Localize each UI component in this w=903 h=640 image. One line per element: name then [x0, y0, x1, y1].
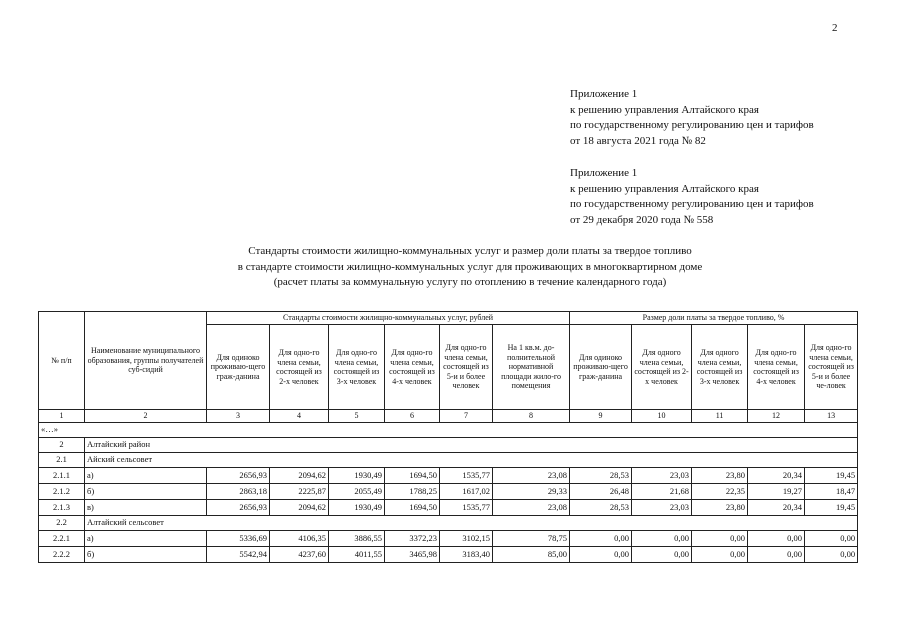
header-standards-col: Для одно-го члена семьи, состоящей из 5-и и более человек [440, 325, 493, 410]
value-cell: 23,08 [493, 468, 570, 484]
header-standards-col: Для одно-го члена семьи, состоящей из 3-х человек [329, 325, 385, 410]
header-share-col: Для одно-го члена семьи, состоящей из 5-и и более че-ловек [805, 325, 858, 410]
appendix-current-line: Приложение 1 [570, 88, 638, 100]
value-cell: 1535,77 [440, 468, 493, 484]
header-group-share: Размер доли платы за твердое топливо, % [570, 312, 858, 325]
appendix-previous [570, 166, 814, 228]
value-cell: 3183,40 [440, 547, 493, 563]
value-cell: 23,03 [632, 500, 692, 516]
title-line: Стандарты стоимости жилищно-коммунальных услуг и размер доли платы за твердое топливо [248, 245, 692, 257]
value-cell: 1535,77 [440, 500, 493, 516]
value-cell: 5336,69 [207, 531, 270, 547]
value-cell: 2094,62 [270, 500, 329, 516]
header-standards-col: Для одно-го члена семьи, состоящей из 2-х человек [270, 325, 329, 410]
value-cell: 26,48 [570, 484, 632, 500]
table-row [39, 468, 858, 484]
recipient-group: б) [85, 547, 207, 563]
council-num: 2.2 [39, 516, 85, 531]
row-num: 2.2.1 [39, 531, 85, 547]
table-row [39, 547, 858, 563]
value-cell: 28,53 [570, 468, 632, 484]
header-num: № п/п [39, 312, 85, 410]
column-number: 7 [440, 410, 493, 423]
appendix-previous-line: к решению управления Алтайского края [570, 182, 759, 195]
ellipsis-row: «…» [39, 423, 858, 438]
value-cell: 23,03 [632, 468, 692, 484]
column-number: 10 [632, 410, 692, 423]
value-cell: 4237,60 [270, 547, 329, 563]
appendix-current-line: по государственному регулированию цен и тарифов [570, 119, 814, 131]
value-cell: 2094,62 [270, 468, 329, 484]
value-cell: 20,34 [748, 500, 805, 516]
value-cell: 0,00 [632, 547, 692, 563]
value-cell: 0,00 [805, 531, 858, 547]
value-cell: 0,00 [748, 547, 805, 563]
appendix-current-line: к решению управления Алтайского края [570, 103, 759, 116]
table-row [39, 531, 858, 547]
appendix-previous-line: Приложение 1 [570, 167, 638, 179]
value-cell: 85,00 [493, 547, 570, 563]
value-cell: 0,00 [805, 547, 858, 563]
appendix-previous-line: по государственному регулированию цен и тарифов [570, 198, 814, 210]
recipient-group: а) [85, 468, 207, 484]
header-group-standards: Стандарты стоимости жилищно-коммунальных услуг, рублей [207, 312, 570, 325]
recipient-group: а) [85, 531, 207, 547]
table-row [39, 500, 858, 516]
column-number: 4 [270, 410, 329, 423]
value-cell: 1788,25 [385, 484, 440, 500]
header-share-col: Для одного члена семьи, состоящей из 3-х человек [692, 325, 748, 410]
value-cell: 4106,35 [270, 531, 329, 547]
column-number: 8 [493, 410, 570, 423]
value-cell: 3372,23 [385, 531, 440, 547]
value-cell: 1930,49 [329, 468, 385, 484]
header-name: Наименование муниципального образования, группы получателей суб-сидий [85, 312, 207, 410]
value-cell: 28,53 [570, 500, 632, 516]
row-num: 2.2.2 [39, 547, 85, 563]
page-number: 2 [832, 22, 838, 34]
appendix-previous-line: от 29 декабря 2020 года № 558 [570, 213, 714, 226]
value-cell: 2225,87 [270, 484, 329, 500]
value-cell: 0,00 [748, 531, 805, 547]
value-cell: 20,34 [748, 468, 805, 484]
row-num: 2.1.1 [39, 468, 85, 484]
header-standards-col: Для одиноко проживаю-щего граж-данина [207, 325, 270, 410]
row-num: 2.1.3 [39, 500, 85, 516]
column-number: 12 [748, 410, 805, 423]
document-title [140, 244, 800, 291]
value-cell: 23,08 [493, 500, 570, 516]
value-cell: 0,00 [570, 531, 632, 547]
region-name: Алтайский район [85, 438, 858, 453]
column-number: 11 [692, 410, 748, 423]
council-name: Айский сельсовет [85, 453, 858, 468]
value-cell: 22,35 [692, 484, 748, 500]
title-line: (расчет платы за коммунальную услугу по отоплению в течение календарного года) [273, 276, 667, 288]
column-number: 13 [805, 410, 858, 423]
council-num: 2.1 [39, 453, 85, 468]
value-cell: 19,45 [805, 468, 858, 484]
header-share-col: Для одного члена семьи, состоящей из 2-х человек [632, 325, 692, 410]
value-cell: 2863,18 [207, 484, 270, 500]
value-cell: 1930,49 [329, 500, 385, 516]
value-cell: 29,33 [493, 484, 570, 500]
value-cell: 19,27 [748, 484, 805, 500]
value-cell: 0,00 [570, 547, 632, 563]
council-row [39, 516, 858, 531]
value-cell: 1617,02 [440, 484, 493, 500]
column-number: 2 [85, 410, 207, 423]
appendix-current-line: от 18 августа 2021 года № 82 [570, 134, 706, 147]
value-cell: 2656,93 [207, 500, 270, 516]
value-cell: 0,00 [632, 531, 692, 547]
column-number: 6 [385, 410, 440, 423]
value-cell: 18,47 [805, 484, 858, 500]
table-row [39, 484, 858, 500]
row-num: 2.1.2 [39, 484, 85, 500]
value-cell: 1694,50 [385, 468, 440, 484]
value-cell: 0,00 [692, 531, 748, 547]
header-standards-col: На 1 кв.м. до-полнительной нормативной площади жило-го помещения [493, 325, 570, 410]
value-cell: 3465,98 [385, 547, 440, 563]
column-number: 3 [207, 410, 270, 423]
title-line: в стандарте стоимости жилищно-коммунальных услуг для проживающих в многоквартирном доме [237, 260, 703, 273]
column-number: 1 [39, 410, 85, 423]
value-cell: 23,80 [692, 500, 748, 516]
value-cell: 0,00 [692, 547, 748, 563]
value-cell: 23,80 [692, 468, 748, 484]
header-standards-col: Для одно-го члена семьи, состоящей из 4-х человек [385, 325, 440, 410]
standards-table [38, 311, 858, 563]
value-cell: 1694,50 [385, 500, 440, 516]
value-cell: 21,68 [632, 484, 692, 500]
recipient-group: б) [85, 484, 207, 500]
value-cell: 5542,94 [207, 547, 270, 563]
value-cell: 3102,15 [440, 531, 493, 547]
value-cell: 2055,49 [329, 484, 385, 500]
value-cell: 2656,93 [207, 468, 270, 484]
value-cell: 3886,55 [329, 531, 385, 547]
column-number: 9 [570, 410, 632, 423]
header-share-col: Для одно-го члена семьи, состоящей из 4-х человек [748, 325, 805, 410]
value-cell: 78,75 [493, 531, 570, 547]
region-num: 2 [39, 438, 85, 453]
council-row [39, 453, 858, 468]
appendix-current [570, 87, 814, 149]
council-name: Алтайский сельсовет [85, 516, 858, 531]
column-number: 5 [329, 410, 385, 423]
value-cell: 4011,55 [329, 547, 385, 563]
header-share-col: Для одиноко проживаю-щего граж-данина [570, 325, 632, 410]
value-cell: 19,45 [805, 500, 858, 516]
recipient-group: в) [85, 500, 207, 516]
